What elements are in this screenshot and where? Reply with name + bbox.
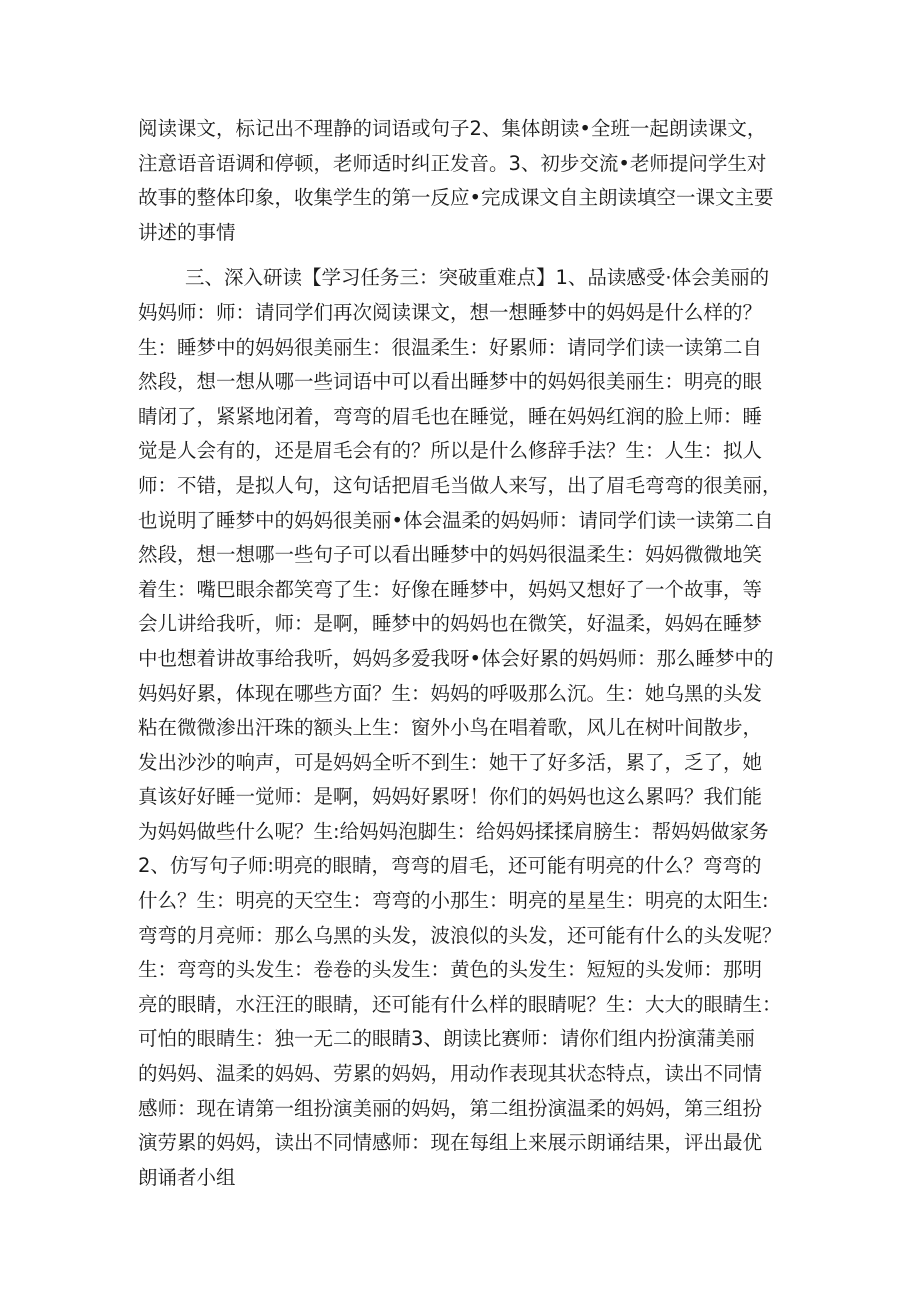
text-line: 生：睡梦中的妈妈很美丽生：很温柔生：好累师：请同学们读一读第二自 (138, 335, 763, 359)
text-line: 朗诵者小组 (138, 1165, 236, 1189)
text-line: 觉是人会有的，还是眉毛会有的？所以是什么修辞手法？生：人生：拟人 (138, 439, 763, 463)
text-line: 会儿讲给我听，师：是啊，睡梦中的妈妈也在微笑，好温柔，妈妈在睡梦 (138, 612, 763, 636)
text-line: 生：弯弯的头发生：卷卷的头发生：黄色的头发生：短短的头发师：那明 (138, 958, 763, 982)
text-line: 睛闭了，紧紧地闭着，弯弯的眉毛也在睡觉，睡在妈妈红润的脸上师：睡 (138, 404, 763, 428)
text-line: 妈妈好累，体现在哪些方面？生：妈妈的呼吸那么沉。生：她乌黑的头发 (138, 681, 763, 705)
text-line: 真该好好睡一觉师：是啊，妈妈好累呀！你们的妈妈也这么累吗？我们能 (138, 785, 763, 809)
text-line: 粘在微微渗出汗珠的额头上生：窗外小鸟在唱着歌，风儿在树叶间散步， (138, 716, 763, 740)
document-body (138, 112, 788, 1195)
text-line: 什么？生：明亮的天空生：弯弯的小那生：明亮的星星生：明亮的太阳生: (138, 889, 769, 913)
text-line: 为妈妈做些什么呢？生:给妈妈泡脚生：给妈妈揉揉肩膀生：帮妈妈做家务 (138, 819, 769, 843)
text-line: 感师：现在请第一组扮演美丽的妈妈，第二组扮演温柔的妈妈，第三组扮 (138, 1096, 763, 1120)
text-line: 三、深入研读【学习任务三：突破重难点】1、品读感受·体会美丽的 (185, 266, 770, 290)
text-line: 中也想着讲故事给我听，妈妈多爱我呀•体会好累的妈妈师：那么睡梦中的 (138, 646, 774, 670)
text-line: 阅读课文，标记出不理静的词语或句子2、集体朗读•全班一起朗读课文， (138, 117, 767, 140)
text-line: 妈妈师：师：请同学们再次阅读课文，想一想睡梦中的妈妈是什么样的？ (138, 300, 763, 324)
text-line: 也说明了睡梦中的妈妈很美丽•体会温柔的妈妈师：请同学们读一读第二自 (138, 508, 774, 532)
text-line: 弯弯的月亮师：那么乌黑的头发，波浪似的头发，还可能有什么的头发呢？ (138, 923, 782, 947)
text-line: 演劳累的妈妈，读出不同情感师：现在每组上来展示朗诵结果，评出最优 (138, 1131, 763, 1155)
text-line: 2、仿写句子师:明亮的眼睛，弯弯的眉毛，还可能有明亮的什么？弯弯的 (138, 854, 762, 878)
text-line: 着生：嘴巴眼余都笑弯了生：好像在睡梦中，妈妈又想好了一个故事，等 (138, 577, 763, 601)
text-line: 的妈妈、温柔的妈妈、劳累的妈妈，用动作表现其状态特点，读出不同情 (138, 1062, 763, 1086)
text-line: 故事的整体印象，收集学生的第一反应•完成课文自主朗读填空一课文主要 (138, 186, 774, 210)
text-line: 师：不错，是拟人句，这句话把眉毛当做人来写，出了眉毛弯弯的很美丽， (138, 473, 782, 497)
text-line: 然段，想一想从哪一些词语中可以看出睡梦中的妈妈很美丽生：明亮的眼 (138, 370, 763, 394)
text-line: 然段，想一想哪一些句子可以看出睡梦中的妈妈很温柔生：妈妈微微地笑 (138, 543, 763, 567)
text-line: 讲述的事情 (138, 220, 236, 244)
text-line: 注意语音语调和停顿，老师适时纠正发音。3、初步交流•老师提问学生对 (138, 151, 767, 175)
text-line: 亮的眼睛，水汪汪的眼睛，还可能有什么样的眼睛呢？生：大大的眼睛生： (138, 992, 782, 1016)
paragraph-reading-steps (138, 112, 788, 250)
paragraph-gap (138, 250, 788, 261)
text-line: 可怕的眼睛生：独一无二的眼睛3、朗读比赛师：请你们组内扮演蒲美丽 (138, 1027, 755, 1051)
text-line: 发出沙沙的响声，可是妈妈全听不到生：她干了好多活，累了，乏了，她 (138, 750, 763, 774)
paragraph-deep-reading (138, 261, 788, 1195)
